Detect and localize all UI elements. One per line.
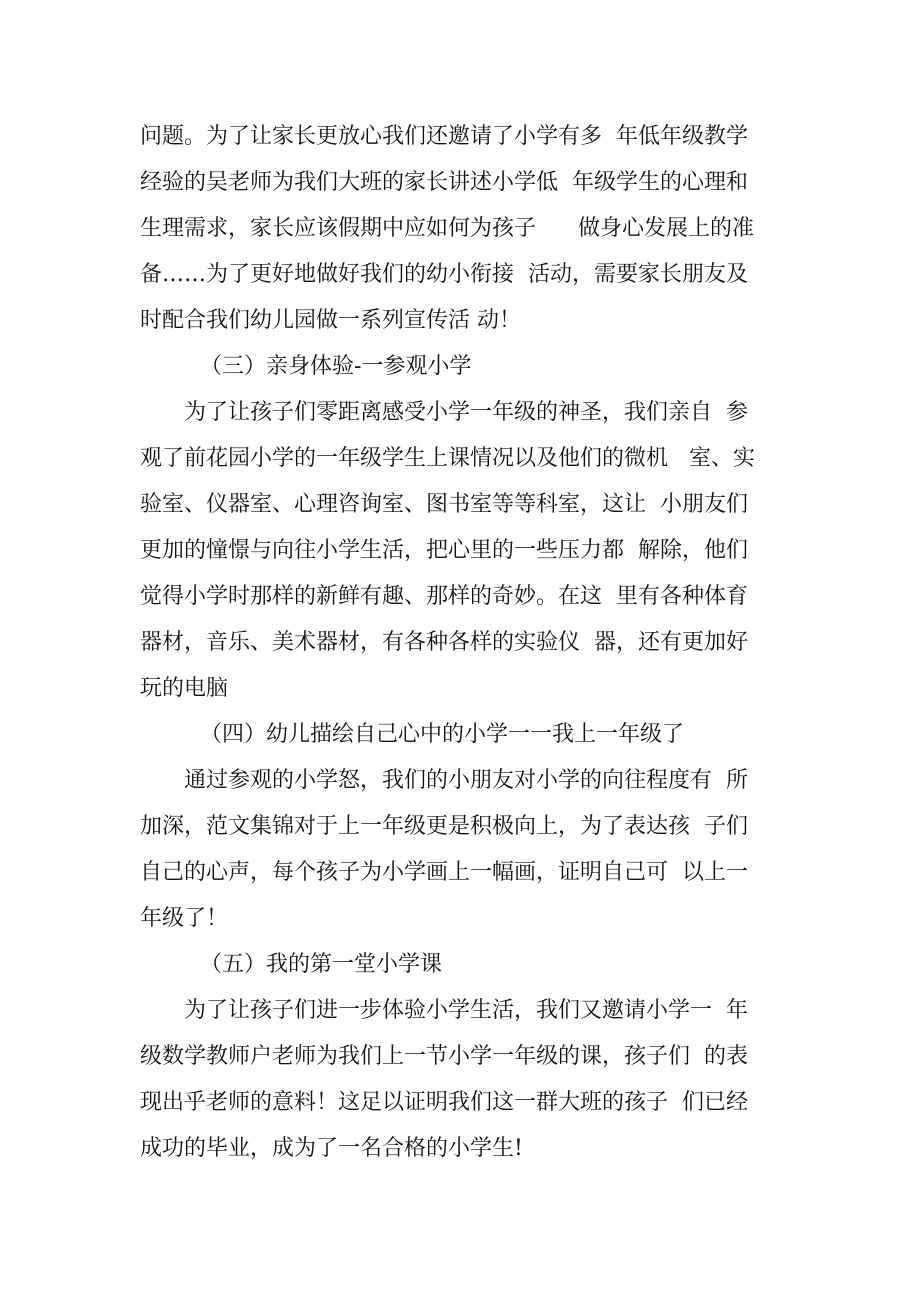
section-heading-text: （五）我的第一堂小学课: [200, 952, 443, 977]
text-line: 更加的憧憬与向往小学生活，把心里的一些压力都 解除，他们: [140, 538, 748, 563]
section-heading-text: （四）幼儿描绘自己心中的小学一一我上一年级了: [200, 722, 685, 747]
text-line: 观了前花园小学的一年级学生上课情况以及他们的微机 室、实: [140, 446, 755, 471]
document-body: [140, 114, 790, 1172]
text-line: 自己的心声，每个孩子为小学画上一幅画，证明自己可 以上一: [140, 860, 748, 885]
text-line: 年级了！: [140, 906, 229, 931]
text-line: 生理需求，家长应该假期中应如何为孩子 做身心发展上的准: [140, 216, 754, 241]
text-line: 为了让孩子们进一步体验小学生活，我们又邀请小学一 年: [184, 998, 748, 1023]
section-heading-4: [140, 712, 790, 758]
section-heading-3: [140, 344, 790, 390]
text-line: 加深，范文集锦对于上一年级更是积极向上，为了表达孩 子们: [140, 814, 748, 839]
text-line: 为了让孩子们零距离感受小学一年级的神圣，我们亲自 参: [184, 400, 748, 425]
text-line: 验室、仪器室、心理咨询室、图书室等等科室，这让 小朋友们: [140, 492, 748, 517]
text-line: 觉得小学时那样的新鲜有趣、那样的奇妙。在这 里有各种体育: [140, 584, 748, 609]
text-line: 器材，音乐、美术器材，有各种各样的实验仪 器，还有更加好: [140, 630, 748, 655]
section-heading-5: [140, 942, 790, 988]
text-line: 备……为了更好地做好我们的幼小衔接 活动，需要家长朋友及: [140, 262, 748, 287]
section-heading-text: （三）亲身体验-一参观小学: [200, 354, 472, 379]
text-line: 时配合我们幼儿园做一系列宣传活 动！: [140, 308, 521, 333]
text-line: 现出乎老师的意料！这足以证明我们这一群大班的孩子 们已经: [140, 1090, 748, 1115]
text-line: 级数学教师户老师为我们上一节小学一年级的课，孩子们 的表: [140, 1044, 748, 1069]
paragraph-first-class: [140, 988, 790, 1172]
paragraph-draw-school: [140, 758, 790, 942]
text-line: 成功的毕业，成为了一名合格的小学生!: [140, 1136, 523, 1161]
text-line: 经验的吴老师为我们大班的家长讲述小学低 年级学生的心理和: [140, 170, 748, 195]
text-line: 玩的电脑: [140, 676, 229, 701]
text-line: 通过参观的小学怒，我们的小朋友对小学的向往程度有 所: [184, 768, 748, 793]
paragraph-visit-school: [140, 390, 790, 712]
text-line: 问题。为了让家长更放心我们还邀请了小学有多 年低年级教学: [140, 124, 748, 149]
paragraph-intro: [140, 114, 790, 344]
